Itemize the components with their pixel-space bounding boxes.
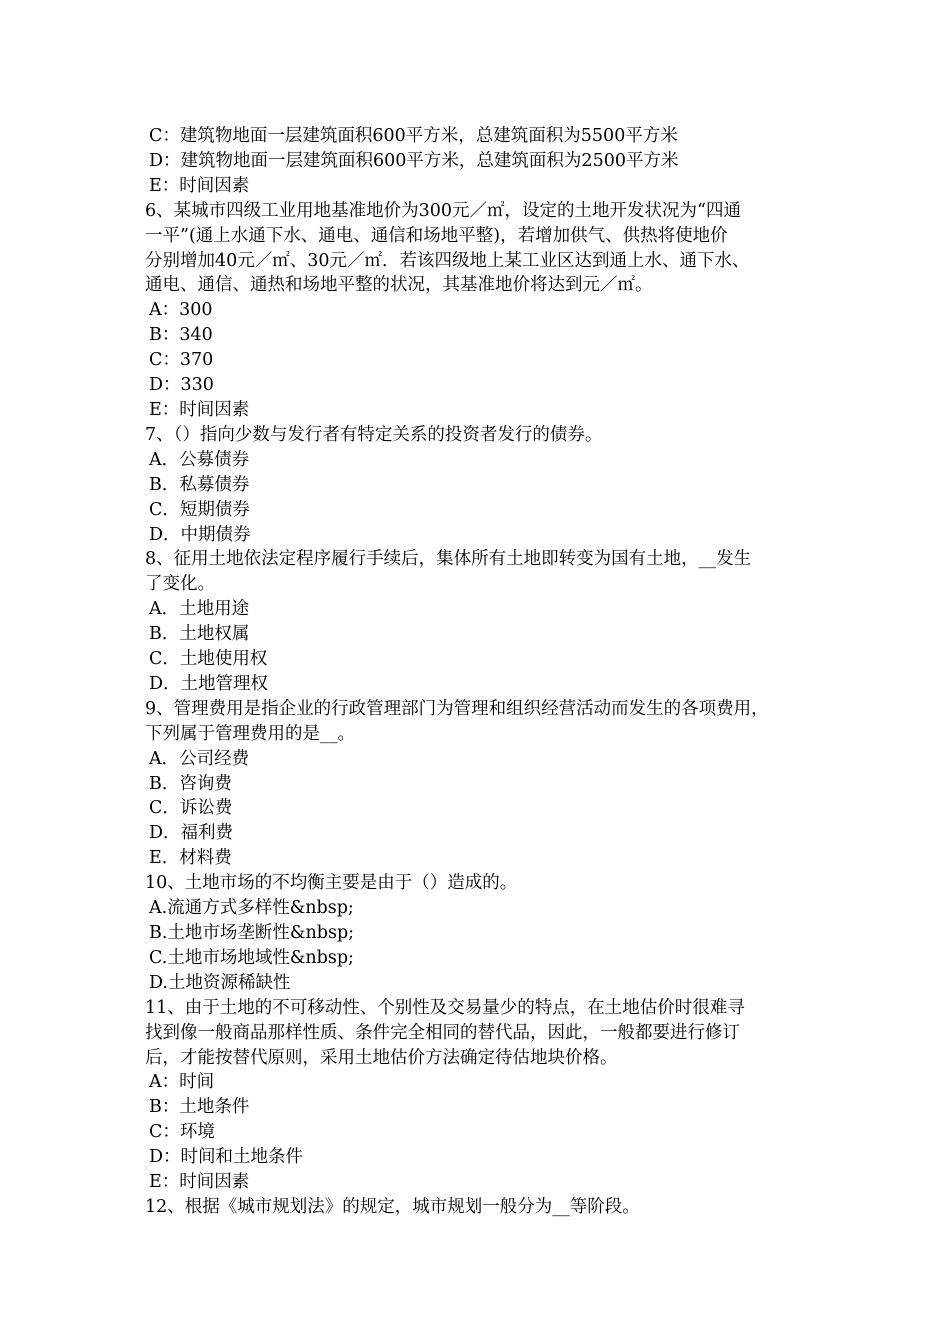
question-text-line: 一平”(通上水通下水、通电、通信和场地平整)，若增加供气、供热将使地价 (145, 225, 728, 246)
answer-option-line: A.流通方式多样性&nbsp; (149, 898, 354, 919)
answer-option-line: D：330 (149, 375, 214, 396)
question-text-line: 7、（）指向少数与发行者有特定关系的投资者发行的债券。 (145, 424, 603, 445)
question-text-line: 通电、通信、通热和场地平整的状况，其基准地价将达到元／㎡。 (145, 275, 653, 296)
answer-option-line: B．咨询费 (149, 773, 232, 794)
question-text-line: 分别增加40元／㎡、30元／㎡．若该四级地上某工业区达到通上水、通下水、 (145, 250, 750, 271)
answer-option-line: C．诉讼费 (149, 798, 233, 819)
answer-option-line: E．材料费 (149, 848, 232, 869)
answer-option-line: B：340 (149, 325, 213, 346)
question-text-line: 后，才能按替代原则，采用土地估价方法确定待估地块价格。 (145, 1047, 618, 1068)
answer-option-line: C．短期债券 (149, 499, 250, 520)
question-text-line: 10、土地市场的不均衡主要是由于（）造成的。 (145, 873, 518, 894)
question-text-line: 12、根据《城市规划法》的规定，城市规划一般分为__等阶段。 (145, 1196, 640, 1217)
question-text-line: 9、管理费用是指企业的行政管理部门为管理和组织经营活动而发生的各项费用， (145, 698, 769, 719)
question-text-line: 6、某城市四级工业用地基准地价为300元／㎡，设定的土地开发状况为“四通 (145, 200, 741, 221)
answer-option-line: B．私募债券 (149, 474, 250, 495)
answer-option-line: E：时间因素 (149, 1172, 250, 1193)
answer-option-line: C：建筑物地面一层建筑面积600平方米，总建筑面积为5500平方米 (149, 126, 678, 146)
answer-option-line: D：建筑物地面一层建筑面积600平方米，总建筑面积为2500平方米 (149, 150, 679, 171)
answer-option-line: D．土地管理权 (149, 673, 269, 694)
answer-option-line: A．公募债券 (149, 449, 250, 470)
answer-option-line: A．公司经费 (149, 748, 250, 769)
answer-option-line: D．福利费 (149, 823, 234, 844)
answer-option-line: D．中期债券 (149, 524, 251, 545)
answer-option-line: B.土地市场垄断性&nbsp; (149, 923, 355, 943)
answer-option-line: D.土地资源稀缺性 (149, 972, 291, 993)
question-text-line: 11、由于土地的不可移动性、个别性及交易量少的特点，在土地估价时很难寻 (145, 997, 745, 1018)
question-text-line: 8、征用土地依法定程序履行手续后，集体所有土地即转变为国有土地，__发生 (145, 549, 752, 570)
answer-option-line: E：时间因素 (149, 399, 250, 420)
question-text-line: 了变化。 (145, 574, 215, 595)
answer-option-line: C.土地市场地域性&nbsp; (149, 947, 354, 968)
answer-option-line: C：环境 (149, 1122, 215, 1143)
answer-option-line: D：时间和土地条件 (149, 1147, 304, 1168)
answer-option-line: B：土地条件 (149, 1097, 250, 1118)
answer-option-line: E：时间因素 (149, 175, 250, 196)
question-text-line: 找到像一般商品那样性质、条件完全相同的替代品，因此，一般都要进行修订 (145, 1022, 740, 1043)
answer-option-line: C．土地使用权 (149, 649, 268, 670)
answer-option-line: A：时间 (149, 1072, 215, 1093)
answer-option-line: B．土地权属 (149, 624, 250, 645)
document-body (145, 124, 825, 1220)
answer-option-line: C：370 (149, 350, 214, 371)
answer-option-line: A．土地用途 (149, 599, 250, 620)
question-text-line: 下列属于管理费用的是__。 (145, 723, 355, 744)
answer-option-line: A：300 (149, 300, 213, 321)
